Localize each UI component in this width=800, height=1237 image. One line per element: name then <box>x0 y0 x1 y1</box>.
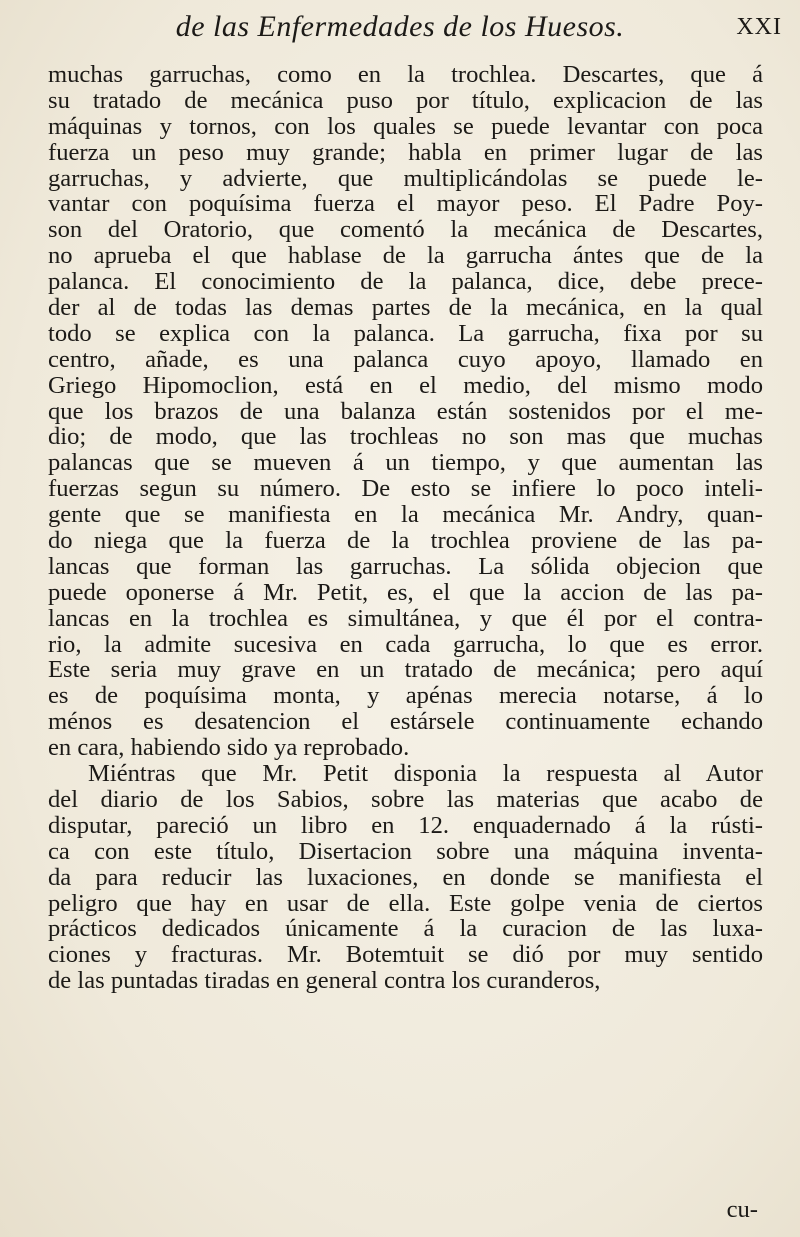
text-line: del diario de los Sabios, sobre las materias que acabo de <box>48 785 763 813</box>
text-line: muchas garruchas, como en la trochlea. Descartes, que á <box>48 61 763 88</box>
text-line: todo se explica con la palanca. La garrucha, fixa por su <box>48 319 763 347</box>
text-line: lancas en la trochlea es simultánea, y que él por el contra- <box>48 604 763 632</box>
text-line: vantar con poquísima fuerza el mayor peso. El Padre Poy- <box>48 190 763 218</box>
text-line: do niega que la fuerza de la trochlea proviene de las pa- <box>48 527 763 555</box>
text-line: centro, añade, es una palanca cuyo apoyo, llamado en <box>48 345 763 373</box>
text-line: prácticos dedicados únicamente á la curacion de las luxa- <box>48 915 763 943</box>
text-line: Este seria muy grave en un tratado de mecánica; pero aquí <box>48 656 763 684</box>
text-line: su tratado de mecánica puso por título, explicacion de las <box>48 86 763 114</box>
text-line: no aprueba el que hablase de la garrucha ántes que de la <box>48 242 763 270</box>
text-line: Griego Hipomoclion, está en el medio, del mismo modo <box>48 371 763 399</box>
body-text <box>48 62 763 994</box>
text-line: ca con este título, Disertacion sobre una máquina inventa- <box>48 837 763 865</box>
text-line: palancas que se mueven á un tiempo, y que aumentan las <box>48 449 763 477</box>
text-line: disputar, pareció un libro en 12. enquadernado á la rústi- <box>48 811 763 839</box>
page-number: XXI <box>736 14 782 40</box>
text-line: ciones y fracturas. Mr. Botemtuit se dió por muy sentido <box>48 941 763 969</box>
text-line: máquinas y tornos, con los quales se puede levantar con poca <box>48 112 763 140</box>
text-line: gente que se manifiesta en la mecánica Mr. Andry, quan- <box>48 501 763 529</box>
text-line: fuerza un peso muy grande; habla en primer lugar de las <box>48 138 763 166</box>
text-line: puede oponerse á Mr. Petit, es, el que la accion de las pa- <box>48 578 763 606</box>
text-line: lancas que forman las garruchas. La sólida objecion que <box>48 552 763 580</box>
text-line: dio; de modo, que las trochleas no son mas que muchas <box>48 423 763 451</box>
text-line: es de poquísima monta, y apénas merecia notarse, á lo <box>48 682 763 710</box>
text-line: peligro que hay en usar de ella. Este golpe venia de ciertos <box>48 889 763 917</box>
text-line: son del Oratorio, que comentó la mecánica de Descartes, <box>48 216 763 244</box>
text-line: ménos es desatencion el estársele continuamente echando <box>48 708 763 736</box>
running-title: de las Enfermedades de los Huesos. <box>175 10 625 43</box>
text-line: garruchas, y advierte, que multiplicándolas se puede le- <box>48 164 763 192</box>
catchword: cu- <box>726 1196 758 1223</box>
text-line: da para reducir las luxaciones, en donde se manifiesta el <box>48 863 763 891</box>
running-header <box>0 10 800 54</box>
text-line: rio, la admite sucesiva en cada garrucha, lo que es error. <box>48 630 763 658</box>
text-line: de las puntadas tiradas en general contra los curanderos, <box>48 967 601 995</box>
text-line: der al de todas las demas partes de la mecánica, en la qual <box>48 294 763 322</box>
text-line: palanca. El conocimiento de la palanca, dice, debe prece- <box>48 268 763 296</box>
text-line: que los brazos de una balanza están sostenidos por el me- <box>48 397 763 425</box>
text-line: Miéntras que Mr. Petit disponia la respuesta al Autor <box>88 760 763 788</box>
text-line: en cara, habiendo sido ya reprobado. <box>48 734 410 762</box>
text-line: fuerzas segun su número. De esto se infiere lo poco inteli- <box>48 475 763 503</box>
